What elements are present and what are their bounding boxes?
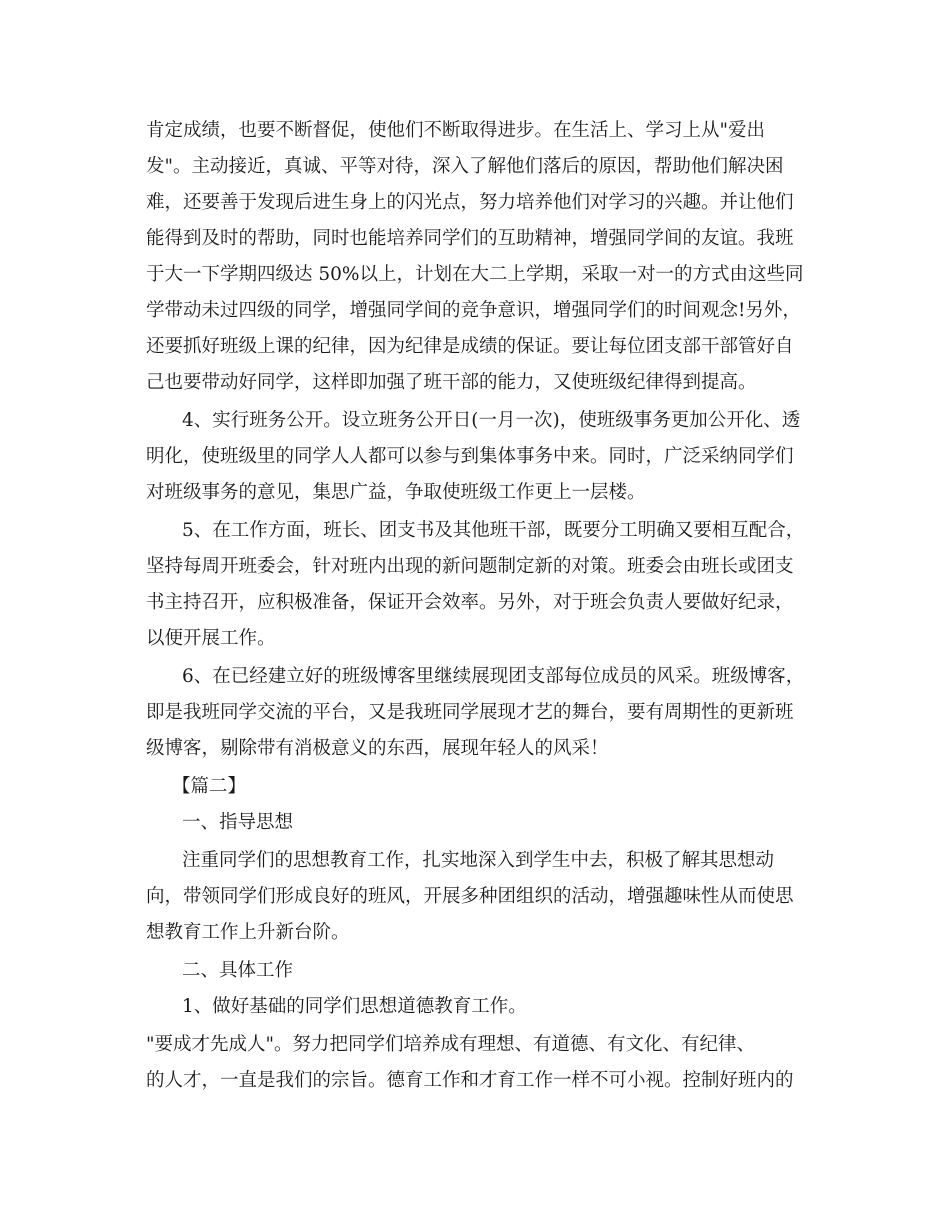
text-line: 还要抓好班级上课的纪律，因为纪律是成绩的保证。要让每位团支部干部管好自: [146, 336, 794, 357]
text-line: 坚持每周开班委会，针对班内出现的新问题制定新的对策。班委会由班长或团支: [146, 556, 794, 577]
paragraph-start-line: 注重同学们的思想教育工作，扎实地深入到学生中去，积极了解其思想动: [182, 850, 775, 871]
paragraph-start-line: 6、在已经建立好的班级博客里继续展现团支部每位成员的风采。班级博客，: [182, 666, 805, 687]
text-line: 难，还要善于发现后进生身上的闪光点，努力培养他们对学习的兴趣。并让他们: [146, 192, 794, 213]
text-line: 以便开展工作。: [146, 628, 276, 649]
text-line: 肯定成绩，也要不断督促，使他们不断取得进步。在生活上、学习上从"爱出: [146, 120, 766, 141]
text-line: 于大一下学期四级达 50%以上，计划在大二上学期，采取一对一的方式由这些同: [146, 264, 804, 285]
section-heading: 【篇二】: [172, 776, 247, 797]
text-line: 对班级事务的意见，集思广益，争取使班级工作更上一层楼。: [146, 482, 646, 503]
text-line: 的人才，一直是我们的宗旨。德育工作和才育工作一样不可小视。控制好班内的: [146, 1070, 794, 1091]
paragraph-start-line: 1、做好基础的同学们思想道德教育工作。: [182, 996, 527, 1017]
text-line: 学带动未过四级的同学，增强同学间的竞争意识，增强同学们的时间观念!另外，: [146, 300, 801, 321]
text-line: 书主持召开，应积极准备，保证开会效率。另外，对于班会负责人要做好纪录，: [146, 592, 794, 613]
text-line: 发"。主动接近，真诚、平等对待，深入了解他们落后的原因，帮助他们解决困: [146, 156, 784, 177]
text-line: 想教育工作上升新台阶。: [146, 922, 350, 943]
text-line: 即是我班同学交流的平台，又是我班同学展现才艺的舞台，要有周期性的更新班: [146, 702, 794, 723]
subsection-heading: 二、具体工作: [182, 960, 294, 981]
text-line: 能得到及时的帮助，同时也能培养同学们的互助精神，增强同学间的友谊。我班: [146, 228, 794, 249]
text-line: 向，带领同学们形成良好的班风，开展多种团组织的活动，增强趣味性从而使思: [146, 886, 794, 907]
text-line: "要成才先成人"。努力把同学们培养成有理想、有道德、有文化、有纪律、: [146, 1034, 756, 1055]
text-line: 明化，使班级里的同学人人都可以参与到集体事务中来。同时，广泛采纳同学们: [146, 446, 794, 467]
paragraph-start-line: 5、在工作方面，班长、团支书及其他班干部，既要分工明确又要相互配合，: [182, 520, 805, 541]
text-line: 级博客，剔除带有消极意义的东西，展现年轻人的风采！: [146, 738, 609, 759]
text-line: 己也要带动好同学，这样即加强了班干部的能力，又使班级纪律得到提高。: [146, 372, 757, 393]
subsection-heading: 一、指导思想: [182, 812, 294, 833]
paragraph-start-line: 4、实行班务公开。设立班务公开日(一月一次)，使班级事务更加公开化、透: [182, 410, 801, 431]
